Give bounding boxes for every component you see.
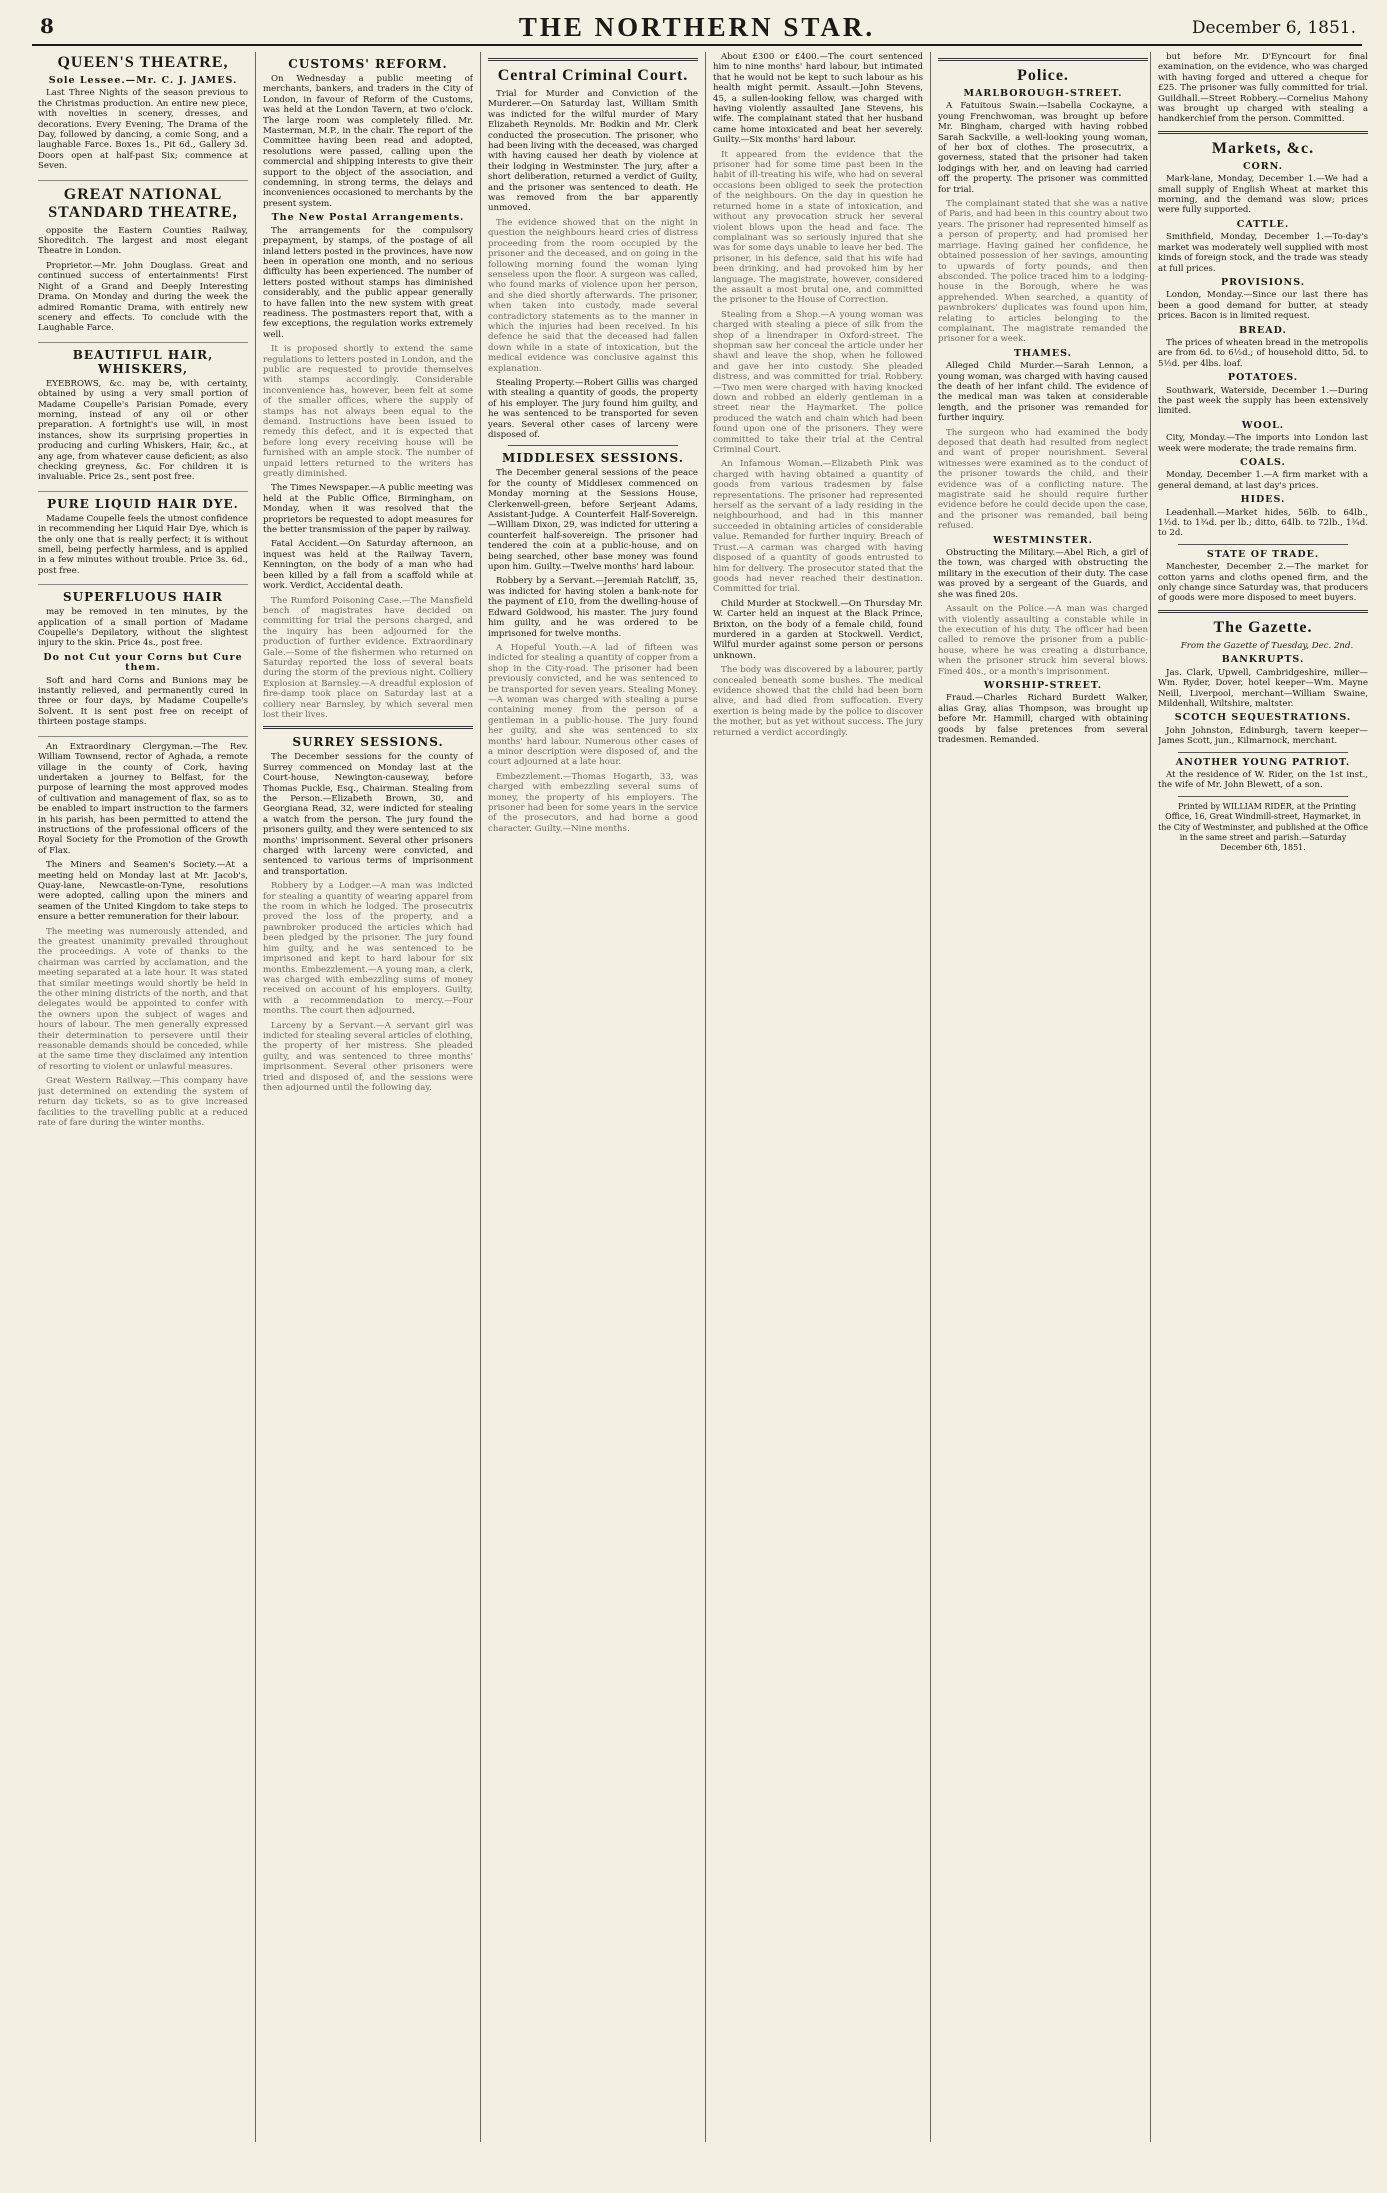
column-rule	[930, 52, 931, 2142]
article-subheading: MARLBOROUGH-STREET.	[963, 88, 1123, 99]
section-divider	[1158, 131, 1368, 134]
market-report: Smithfield, Monday, December 1.—To-day's market was moderately well supplied with most kinds of foreign stock, and the trade was steady at full prices.	[1158, 232, 1368, 274]
market-heading: STATE OF TRADE.	[1206, 548, 1320, 560]
printer-imprint: Printed by WILLIAM RIDER, at the Printing Office, 16, Great Windmill-street, Haymarket, in the City of Westminster, and published at the Office in the same street and parish.—Saturday December 6th, 1851.	[1158, 801, 1368, 853]
page-number: 8	[40, 14, 54, 38]
article-heading: CUSTOMS' REFORM.	[288, 57, 448, 71]
filler-text: The Rumford Poisoning Case.—The Mansfield bench of magistrates have decided on committing for trial the persons charged, and the inquiry has been adjourned for the production of further evidence. Extraordinary Gale.—Some of the fishermen who returned on Saturday reported the loss of several boats during the storm of the previous night. Colliery Explosion at Barnsley.—A dreadful explosion of fire-damp took place on Saturday last at a colliery near Barnsley, by which several men lost their lives.	[263, 595, 473, 720]
gazette-heading: BANKRUPTS.	[1221, 654, 1305, 666]
column-6	[1158, 52, 1368, 2142]
issue-date: December 6, 1851.	[1191, 18, 1356, 38]
masthead	[32, 10, 1362, 46]
news-paragraph: About £300 or £400.—The court sentenced him to nine months' hard labour, but intimated that he would not be kept to such labour as his health might permit. Assault.—John Stevens, 45, a sullen-looking fellow, was charged with having violently assaulted Jane Stevens, his wife. The complainant stated that her husband came home intoxicated and beat her severely. Guilty.—Six months' hard labour.	[713, 52, 923, 146]
filler-text: The meeting was numerously attended, and the greatest unanimity prevailed throughout the proceedings. A vote of thanks to the chairman was carried by acclamation, and the meeting separated at a late hour. It was stated that similar meetings would shortly be held in the other mining districts of the north, and that delegates would be appointed to confer with the owners upon the subject of wages and hours of labour. The men generally expressed their determination to persevere until their reasonable demands should be conceded, while at the same time they disclaimed any intention of resorting to violent or unlawful measures.	[38, 926, 248, 1072]
market-report: Manchester, December 2.—The market for cotton yarns and cloths opened firm, and the only change since Saturday was, that producers of goods were more disposed to meet buyers.	[1158, 562, 1368, 604]
ad-body: Soft and hard Corns and Bunions may be instantly relieved, and permanently cured in three or four days, by Madame Coupelle's Solvent. It is sent post free on receipt of thirteen postage stamps.	[38, 675, 248, 728]
news-paragraph: Fatal Accident.—On Saturday afternoon, an inquest was held at the Railway Tavern, Kennington, on the body of a man who had been killed by a fall from a scaffold while at work. Verdict, Accidental death.	[263, 539, 473, 592]
market-report: Southwark, Waterside, December 1.—During the past week the supply has been extensively limited.	[1158, 385, 1368, 417]
news-paragraph: Stealing Property.—Robert Gillis was charged with stealing a quantity of goods, the property of his employer. The jury found him guilty, and he was sentenced to be transported for seven years. Several other cases of larceny were disposed of.	[488, 377, 698, 440]
news-paragraph: Trial for Murder and Conviction of the Murderer.—On Saturday last, William Smith was indicted for the wilful murder of Mary Elizabeth Reynolds. Mr. Bodkin and Mr. Clerk conducted the prosecution. The prisoner, who had been living with the deceased, was charged with having caused her death by violence at their lodging in Westminster. The jury, after a short deliberation, returned a verdict of Guilty, and the prisoner was sentenced to death. He was removed from the bar apparently unmoved.	[488, 89, 698, 214]
article-heading: MIDDLESEX SESSIONS.	[502, 451, 684, 466]
ad-body: EYEBROWS, &c. may be, with certainty, obtained by using a very small portion of Madame Coupelle's Parisian Pomade, every morning, instead of any oil or other preparation. A fortnight's use will, in most instances, show its surprising properties in producing and curling Whiskers, Hair, &c., at any age, from whatever cause deficient; as also checking greyness, &c. For children it is invaluable. Price 2s., sent post free.	[38, 378, 248, 483]
market-heading: WOOL.	[1241, 419, 1285, 431]
ad-heading: PURE LIQUID HAIR DYE.	[47, 496, 239, 511]
column-5	[938, 52, 1148, 2142]
news-paragraph: An Extraordinary Clergyman.—The Rev. William Townsend, rector of Aghada, a remote village in the county of Cork, having undertaken a journey to Belfast, for the purpose of learning the most approved modes of cultivation and management of flax, so as to be enabled to impart instruction to the farmers in his parish, has been permitted to attend the instructions of the professional officers of the Royal Society for the Promotion of the Growth of Flax.	[38, 741, 248, 856]
notice-body: At the residence of W. Rider, on the 1st inst., the wife of Mr. John Blewett, of a son.	[1158, 769, 1368, 791]
column-4	[713, 52, 923, 2142]
ad-body: Last Three Nights of the season previous to the Christmas production. An entire new piece, with novelties in scenery, dresses, and decorations. Every Evening, The Drama of the Day, followed by dancing, a comic Song, and a laughable Farce. Boxes 1s., Pit 6d., Gallery 3d. Doors open at half-past Six; commence at Seven.	[38, 88, 248, 172]
hair-ad	[38, 348, 248, 492]
market-report: Mark-lane, Monday, December 1.—We had a small supply of English Wheat at market this morning, and the demand was slow; prices were fully supported.	[1158, 174, 1368, 216]
filler-text: It appeared from the evidence that the prisoner had for some time past been in the habit of ill-treating his wife, who had on several occasions been obliged to seek the protection of the neighbours. On the day in question he returned home in a state of intoxication, and without any provocation struck her several violent blows upon the head and face. The complainant was so seriously injured that she was for some days unable to leave her bed. The prisoner, in his defence, said that his wife had been drinking, and had provoked him by her language. The magistrate, however, considered the assault a most brutal one, and committed the prisoner to the House of Correction.	[713, 149, 923, 306]
filler-text: The complainant stated that she was a native of Paris, and had been in this country about two years. The prisoner had represented himself as a person of property, and had promised her marriage. Having gained her confidence, he obtained possession of her savings, amounting to upwards of forty pounds, and then absconded. The police traced him to a lodging-house in the Borough, where he was apprehended. When searched, a quantity of pawnbrokers' duplicates was found upon him, relating to articles belonging to the complainant. The magistrate remanded the prisoner for a week.	[938, 199, 1148, 345]
ad-body: Madame Coupelle feels the utmost confidence in recommending her Liquid Hair Dye, which is the only one that is really perfect; it is without smell, being perfectly harmless, and is applied in a few minutes without trouble. Price 3s. 6d., post free.	[38, 513, 248, 576]
market-heading: POTATOES.	[1227, 372, 1299, 384]
article-subheading: WESTMINSTER.	[993, 534, 1093, 546]
filler-text: An Infamous Woman.—Elizabeth Pink was charged with having obtained a quantity of goods from various tradesmen by false representations. The prisoner had represented herself as the servant of a lady residing in the neighbourhood, and had in this manner succeeded in obtaining articles of considerable value. Remanded for further inquiry. Breach of Trust.—A carman was charged with having disposed of a quantity of goods entrusted to him for delivery. The prosecutor stated that the goods had never reached their destination. Committed for trial.	[713, 459, 923, 595]
gazette-heading: SCOTCH SEQUESTRATIONS.	[1174, 712, 1352, 724]
news-paragraph: A Fatuitous Swain.—Isabella Cockayne, a young Frenchwoman, was brought up before Mr. Bingham, charged with having robbed Sarah Sackville, a well-looking young woman, of her box of clothes. The prosecutrix, a governess, stated that the prisoner had taken lodgings with her, and on leaving had carried off the property. The prisoner was committed for trial.	[938, 101, 1148, 195]
column-rule	[705, 52, 706, 2142]
section-divider	[263, 726, 473, 729]
column-3	[488, 52, 698, 2142]
filler-text: The evidence showed that on the night in question the neighbours heard cries of distress proceeding from the room occupied by the prisoner and the deceased, and on going in the following morning found the woman lying senseless upon the floor. A surgeon was called, who found marks of violence upon her person, and she died shortly afterwards. The prisoner, when taken into custody, made several contradictory statements as to the manner in which the injuries had been received. In his defence he said that the deceased had fallen down while in a state of intoxication, but the medical evidence was conclusive against this explanation.	[488, 217, 698, 374]
superfluous-hair-ad	[38, 590, 248, 736]
column-rule	[1150, 52, 1151, 2142]
news-paragraph: Robbery by a Servant.—Jeremiah Ratcliff, 35, was indicted for having stolen a bank-note for the payment of £10, from the dwelling-house of Edward Goldwood, his master. The jury found him guilty, and he was ordered to be imprisoned for twelve months.	[488, 576, 698, 639]
ad-heading: GREAT NATIONAL STANDARD THEATRE,	[48, 185, 238, 221]
newspaper-title: THE NORTHERN STAR.	[518, 12, 876, 42]
market-heading: HIDES.	[1240, 494, 1286, 506]
section-heading: Central Criminal Court.	[497, 67, 689, 84]
gazette-list: Jas. Clark, Upwell, Cambridgeshire, miller—Wm. Ryder, Dover, hotel keeper—Wm. Mayne Neill, Liverpool, merchant—William Swaine, Mildenhall, Wiltshire, maltster.	[1158, 667, 1368, 709]
filler-text: Embezzlement.—Thomas Hogarth, 33, was charged with embezzling several sums of money, the property of his employers. The prisoner had been for some years in the service of the prosecutors, and had borne a good character. Guilty.—Nine months.	[488, 771, 698, 834]
news-paragraph: The December sessions for the county of Surrey commenced on Monday last at the Court-house, Newington-causeway, before Thomas Puckle, Esq., Chairman. Stealing from the Person.—Elizabeth Brown, 30, and Georgiana Read, 32, were indicted for stealing a watch from the person. The jury found the prisoners guilty, and they were sentenced to six months' imprisonment. Several other prisoners charged with larceny were convicted, and sentenced to various terms of imprisonment and transportation.	[263, 752, 473, 877]
market-heading: COALS.	[1240, 457, 1286, 468]
article-subheading: The New Postal Arrangements.	[271, 212, 465, 224]
filler-text: The body was discovered by a labourer, partly concealed beneath some bushes. The medical evidence showed that the child had been born alive, and had died from suffocation. Every exertion is being made by the police to discover the mother, but as yet without success. The jury returned a verdict accordingly.	[713, 665, 923, 738]
market-heading: CORN.	[1242, 160, 1284, 172]
ad-heading: SUPERFLUOUS HAIR	[62, 590, 224, 605]
divider	[1178, 544, 1348, 545]
divider	[1178, 752, 1348, 753]
gazette-subheading: From the Gazette of Tuesday, Dec. 2nd.	[1180, 640, 1354, 651]
news-paragraph: The December general sessions of the peace for the county of Middlesex commenced on Monday morning at the Sessions House, Clerkenwell-green, before Serjeant Adams, Assistant-Judge. A Counterfeit Half-Sovereign.—William Dixon, 29, was indicted for uttering a counterfeit half-sovereign. The prisoner had tendered the coin at a public-house, and on being searched, other base money was found upon him. Guilty.—Twelve months' hard labour.	[488, 468, 698, 573]
news-paragraph: Fraud.—Charles Richard Burdett Walker, alias Gray, alias Thompson, was brought up before Mr. Hammill, charged with obtaining goods by false pretences from several tradesmen. Remanded.	[938, 693, 1148, 745]
article-subheading: THAMES.	[1013, 347, 1072, 359]
news-paragraph: The Miners and Seamen's Society.—At a meeting held on Monday last at Mr. Jacob's, Quay-lane, Newcastle-on-Tyne, resolutions were adopted, calling upon the miners and seamen of the United Kingdom to take steps to ensure a better remuneration for their labour.	[38, 860, 248, 923]
standard-theatre-ad	[38, 186, 248, 343]
market-report: The prices of wheaten bread in the metropolis are from 6d. to 6½d.; of household ditto, 5d. to 5½d. per 4lbs. loaf.	[1158, 337, 1368, 369]
divider	[508, 445, 678, 446]
market-heading: BREAD.	[1239, 324, 1287, 336]
market-heading: CATTLE.	[1236, 218, 1290, 230]
market-heading: PROVISIONS.	[1220, 276, 1306, 288]
filler-text: Robbery by a Lodger.—A man was indicted for stealing a quantity of wearing apparel from the room in which he lodged. The prosecutrix proved the loss of the property, and a pawnbroker produced the articles which had been pledged by the prisoner. The jury found him guilty, and he was sentenced to be imprisoned and kept to hard labour for six months. Embezzlement.—A young man, a clerk, was charged with embezzling sums of money received on account of his employers. Guilty, with a recommendation to mercy.—Four months. The court then adjourned.	[263, 881, 473, 1017]
ad-subheading: Do not Cut your Corns but Cure them.	[43, 651, 243, 674]
section-divider	[938, 58, 1148, 61]
ad-heading: BEAUTIFUL HAIR, WHISKERS,	[72, 347, 214, 376]
filler-text: It is proposed shortly to extend the same regulations to letters posted in London, and the public are requested to provide themselves with stamps accordingly. Considerable inconvenience has, however, been felt at some of the smaller offices, where the supply of stamps has not always been equal to the demand. Instructions have been issued to remedy this defect, and it is expected that before long every receiving house will be furnished with an ample stock. The number of unpaid letters returned to the writers has greatly diminished.	[263, 344, 473, 480]
market-report: Monday, December 1.—A firm market with a general demand, at last day's prices.	[1158, 470, 1368, 491]
ad-body: Proprietor.—Mr. John Douglass. Great and continued success of entertainments! First Night of a Grand and Deeply Interesting Drama. On Monday and during the week the admired Romantic Drama, with entirely new scenery and effects. To conclude with the Laughable Farce.	[38, 260, 248, 334]
divider	[1178, 796, 1348, 797]
filler-text: A Hopeful Youth.—A lad of fifteen was indicted for stealing a quantity of copper from a shop in the City-road. The prisoner had been previously convicted, and he was sentenced to be transported for seven years. Stealing Money.—A woman was charged with stealing a purse containing money from the person of a gentleman in a public-house. The jury found her guilty, and she was sentenced to six months' hard labour. Numerous other cases of a minor description were disposed of, and the court adjourned at a late hour.	[488, 642, 698, 768]
market-report: City, Monday.—The imports into London last week were moderate; the trade remains firm.	[1158, 433, 1368, 454]
news-paragraph: The arrangements for the compulsory prepayment, by stamps, of the postage of all inland letters posted in the provinces, have now been in operation one month, and no serious difficulty has been experienced. The number of letters posted without stamps has diminished considerably, and the public appear generally to have fallen into the new system with great readiness. The postmasters report that, with a few exceptions, the regulation works extremely well.	[263, 225, 473, 340]
news-paragraph: Obstructing the Military.—Abel Rich, a girl of the town, was charged with obstructing the military in the execution of their duty. The case was proved by a sergeant of the Guards, and she was fined 20s.	[938, 548, 1148, 600]
column-rule	[255, 52, 256, 2142]
market-report: London, Monday.—Since our last there has been a good demand for butter, at steady prices. Bacon is in limited request.	[1158, 290, 1368, 322]
article-heading: SURREY SESSIONS.	[292, 735, 444, 750]
article-subheading: WORSHIP-STREET.	[983, 679, 1103, 691]
news-paragraph: On Wednesday a public meeting of merchants, bankers, and traders in the City of London, in favour of Reform of the Customs, was held at the London Tavern, at two o'clock. The large room was completely filled. Mr. Masterman, M.P., in the chair. The report of the Committee having been read and adopted, resolutions were passed, calling upon the commercial and shipping interests to give their support to the object of the association, and condemning, in strong terms, the delays and inconveniences occasioned to merchants by the present system.	[263, 74, 473, 209]
filler-text: Stealing from a Shop.—A young woman was charged with stealing a piece of silk from the shop of a linendraper in Oxford-street. The shopman saw her conceal the article under her shawl and leave the shop, when he followed and gave her into custody. She pleaded distress, and was committed for trial. Robbery.—Two men were charged with having knocked down and robbed an elderly gentleman in a street near the Haymarket. The police produced the watch and chain which had been found upon one of the prisoners. They were committed to take their trial at the Central Criminal Court.	[713, 309, 923, 456]
section-heading: Markets, &c.	[1211, 139, 1315, 157]
section-divider	[1158, 610, 1368, 613]
ad-body: may be removed in ten minutes, by the application of a small portion of Madame Coupelle's Depilatory, without the slightest injury to the skin. Price 4s., post free.	[38, 607, 248, 649]
news-paragraph: but before Mr. D'Eyncourt for final examination, on the evidence, who was charged with having forged and uttered a cheque for £25. The prisoner was fully committed for trial. Guildhall.—Street Robbery.—Cornelius Mahony was brought up charged with stealing a handkerchief from the person. Committed.	[1158, 52, 1368, 125]
ad-subheading: opposite the Eastern Counties Railway, Shoreditch. The largest and most elegant Theatre in London.	[38, 225, 248, 257]
news-paragraph: The Times Newspaper.—A public meeting was held at the Public Office, Birmingham, on Monday, when it was resolved that the proprietors be requested to adopt measures for the better transmission of the paper by railway.	[263, 483, 473, 536]
filler-text: The surgeon who had examined the body deposed that death had resulted from neglect and want of proper nourishment. Several witnesses were examined as to the conduct of the prisoner towards the child, and their evidence was of a conflicting nature. The magistrate said he should require further evidence before he could decide upon the case, and the prisoner was remanded, bail being refused.	[938, 427, 1148, 532]
gazette-list: John Johnston, Edinburgh, tavern keeper—James Scott, jun., Kilmarnock, merchant.	[1158, 725, 1368, 747]
ad-heading: QUEEN'S THEATRE,	[57, 54, 229, 71]
column-2	[263, 52, 473, 2142]
news-paragraph: Child Murder at Stockwell.—On Thursday Mr. W. Carter held an inquest at the Black Prince, Brixton, on the body of a female child, found murdered in a garden at Stockwell. Verdict, Wilful murder against some person or persons unknown.	[713, 598, 923, 661]
column-rule	[480, 52, 481, 2142]
column-1	[38, 52, 248, 2142]
hair-dye-ad	[38, 497, 248, 585]
filler-text: Assault on the Police.—A man was charged with violently assaulting a constable while in the execution of his duty. The officer had been called to remove the prisoner from a public-house, where he was creating a disturbance, when the prisoner struck him several blows. Fined 40s., or a month's imprisonment.	[938, 604, 1148, 677]
ad-subheading: Sole Lessee.—Mr. C. J. JAMES.	[48, 75, 238, 86]
market-report: Leadenhall.—Market hides, 56lb. to 64lb., 1½d. to 1¾d. per lb.; ditto, 64lb. to 72lb., 1¾d. to 2d.	[1158, 507, 1368, 539]
section-heading: Police.	[1017, 67, 1069, 84]
section-divider	[488, 58, 698, 61]
notice-heading: ANOTHER YOUNG PATRIOT.	[1175, 756, 1351, 768]
filler-text: Larceny by a Servant.—A servant girl was indicted for stealing several articles of clothing, the property of her mistress. She pleaded guilty, and was sentenced to three months' imprisonment. Several other prisoners were tried and disposed of, and the sessions were then adjourned until the following day.	[263, 1020, 473, 1093]
queens-theatre-ad	[38, 54, 248, 181]
section-heading: The Gazette.	[1213, 618, 1313, 636]
news-paragraph: Alleged Child Murder.—Sarah Lennon, a young woman, was charged with having caused the death of her infant child. The evidence of the medical man was taken at considerable length, and the prisoner was remanded for further inquiry.	[938, 361, 1148, 424]
filler-text: Great Western Railway.—This company have just determined on extending the system of return day tickets, so as to give increased facilities to the travelling public at a reduced rate of fare during the winter months.	[38, 1076, 248, 1128]
